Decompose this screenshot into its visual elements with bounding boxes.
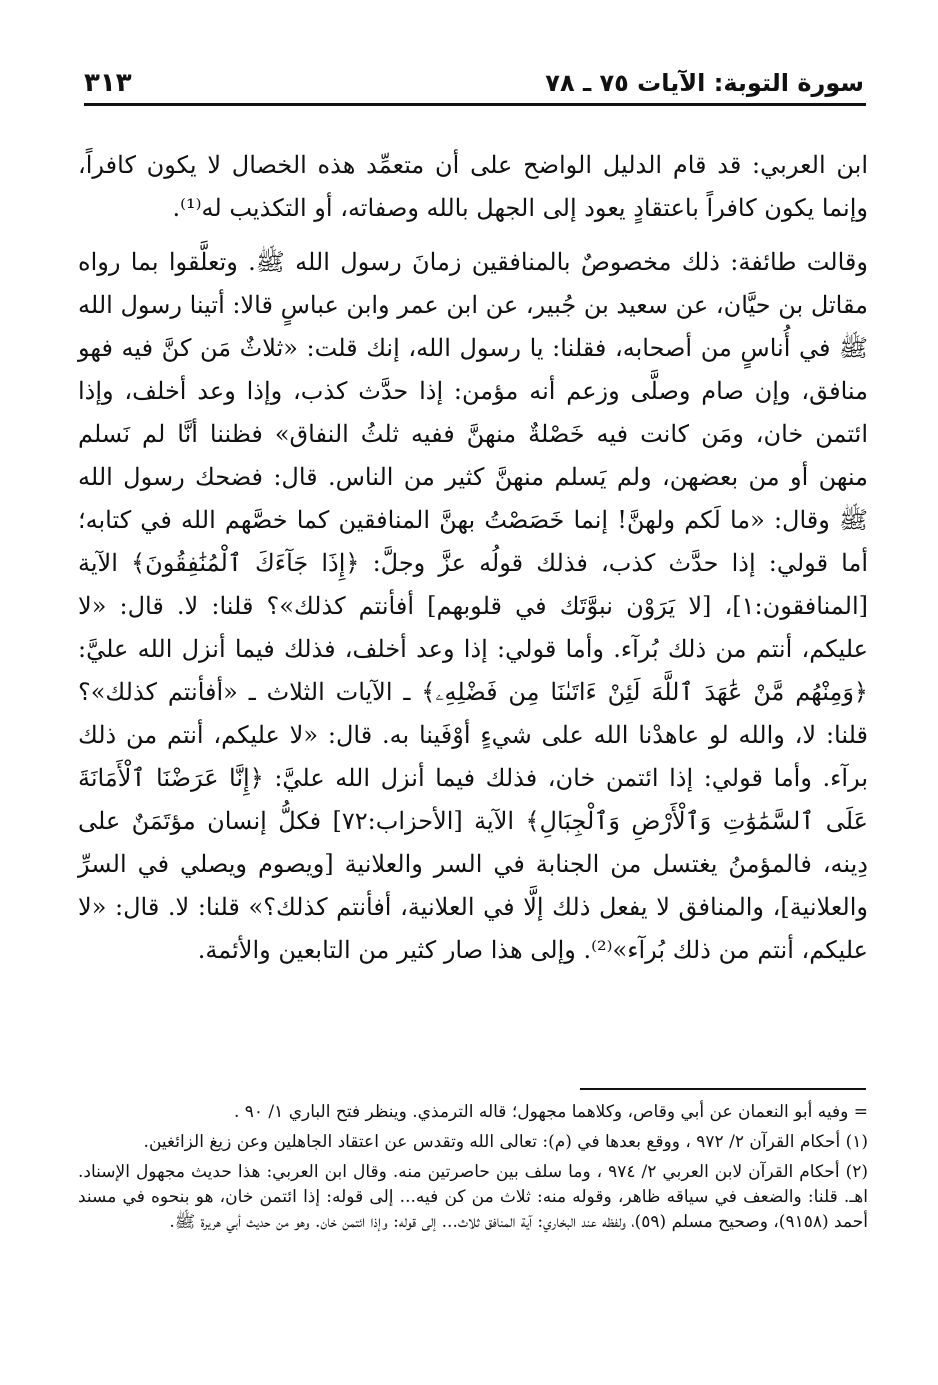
- footnote-continuation: = وفيه أبو النعمان عن أبي وقاص، وكلاهما مجهول؛ قاله الترمذي. وينظر فتح الباري ١/ ٩٠ .: [233, 1102, 868, 1122]
- footnotes: [78, 1100, 868, 1240]
- footnote-divider: [580, 1088, 866, 1090]
- footnote-1: (١) أحكام القرآن ٢/ ٩٧٢ ، ووقع بعدها في (م): تعالى الله وتقدس عن اعتقاد الجاهلين وعن زيغ الزائغين.: [143, 1132, 868, 1152]
- paragraph-hadith: وقالت طائفة: ذلك مخصوصٌ بالمنافقين زمانَ رسول الله ﷺ. وتعلَّقوا بما رواه مقاتل بن حيَّان، عن سعيد بن جُبير، عن ابن عمر وابن عباسٍ قالا: أتينا رسول الله ﷺ في أُناسٍ من أصحابه، فقلنا: يا رسول الله، إنك قلت: «ثلاثٌ مَن كنَّ فيه فهو منافق، وإن صام وصلَّى وزعم أنه مؤمن: إذا حدَّث كذب، وإذا وعد أخلف، وإذا ائتمن خان، ومَن كانت فيه خَصْلةٌ منهنَّ ففيه ثلثُ النفاق» فظننا أنَّا لم نَسلم منهن أو من بعضهن، ولم يَسلم منهنَّ كثير من الناس. قال: فضحك رسول الله ﷺ وقال: «ما لَكم ولهنَّ! إنما خَصَصْتُ بهنَّ المنافقين كما خصَّهم الله في كتابه؛ أما قولي: إذا حدَّث كذب، فذلك قولُه عزَّ وجلَّ: ﴿إِذَا جَآءَكَ ٱلْمُنَٰفِقُونَ﴾ الآية [المنافقون:١]، [لا يَرَوْن نبوَّتَك في قلوبهم] أفأنتم كذلك»؟ قلنا: لا. قال: «لا عليكم، أنتم من ذلك بُرآء. وأما قولي: إذا وعد أخلف، فذلك فيما أنزل الله عليَّ: ﴿وَمِنْهُم مَّنْ عَٰهَدَ ٱللَّهَ لَئِنْ ءَاتَىٰنَا مِن فَضْلِهِۦ﴾ ـ الآيات الثلاث ـ «أفأنتم كذلك»؟ قلنا: لا، والله لو عاهدْنا الله على شيءٍ أوْفَينا به. قال: «لا عليكم، أنتم من ذلك برآء. وأما قولي: إذا ائتمن خان، فذلك فيما أنزل الله عليَّ: ﴿إِنَّا عَرَضْنَا ٱلْأَمَانَةَ عَلَى ٱلسَّمَٰوَٰتِ وَٱلْأَرْضِ وَٱلْجِبَالِ﴾ الآية [الأحزاب:٧٢] فكلُّ إنسان مؤتَمَنٌ على دِينه، فالمؤمنُ يغتسل من الجنابة في السر والعلانية [ويصوم ويصلي في السرِّ والعلانية]، والمنافق لا يفعل ذلك إلَّا في العلانية، أفأنتم كذلك؟» قلنا: لا. قال: «لا عليكم، أنتم من ذلك بُرآء»⁽²⁾. وإلى هذا صار كثير من التابعين والأئمة.: [78, 248, 869, 964]
- paragraph-ibn-arabi: ابن العربي: قد قام الدليل الواضح على أن متعمِّد هذه الخصال لا يكون كافراً، وإنما يكون كافراً باعتقادٍ يعود إلى الجهل بالله وصفاته، أو التكذيب له⁽¹⁾.: [78, 151, 868, 222]
- main-text: [78, 144, 868, 972]
- header-divider: [84, 103, 866, 106]
- footnote-2: (٢) أحكام القرآن لابن العربي ٢/ ٩٧٤ ، وما سلف بين حاصرتين منه. وقال ابن العربي: هذا حديث مجهول الإسناد. اهـ. قلنا: والضعف في سياقه ظاهر، وقوله منه: ثلاث من كن فيه... إلى قوله: إذا ائتمن خان، هو بنحوه في مسند أحمد (٩١٥٨)، وصحيح مسلم (٥٩)، ولفظه عند البخاري: آية المنافق ثلاث... إلى قوله: وإذا ائتمن خان. وهو من حديث أبي هريرة ﷺ.: [78, 1162, 868, 1232]
- surah-title: سورة التوبة: الآيات ٧٥ ـ ٧٨: [545, 69, 864, 97]
- page-header: [84, 60, 864, 104]
- page-number: ٣١٣: [84, 68, 132, 98]
